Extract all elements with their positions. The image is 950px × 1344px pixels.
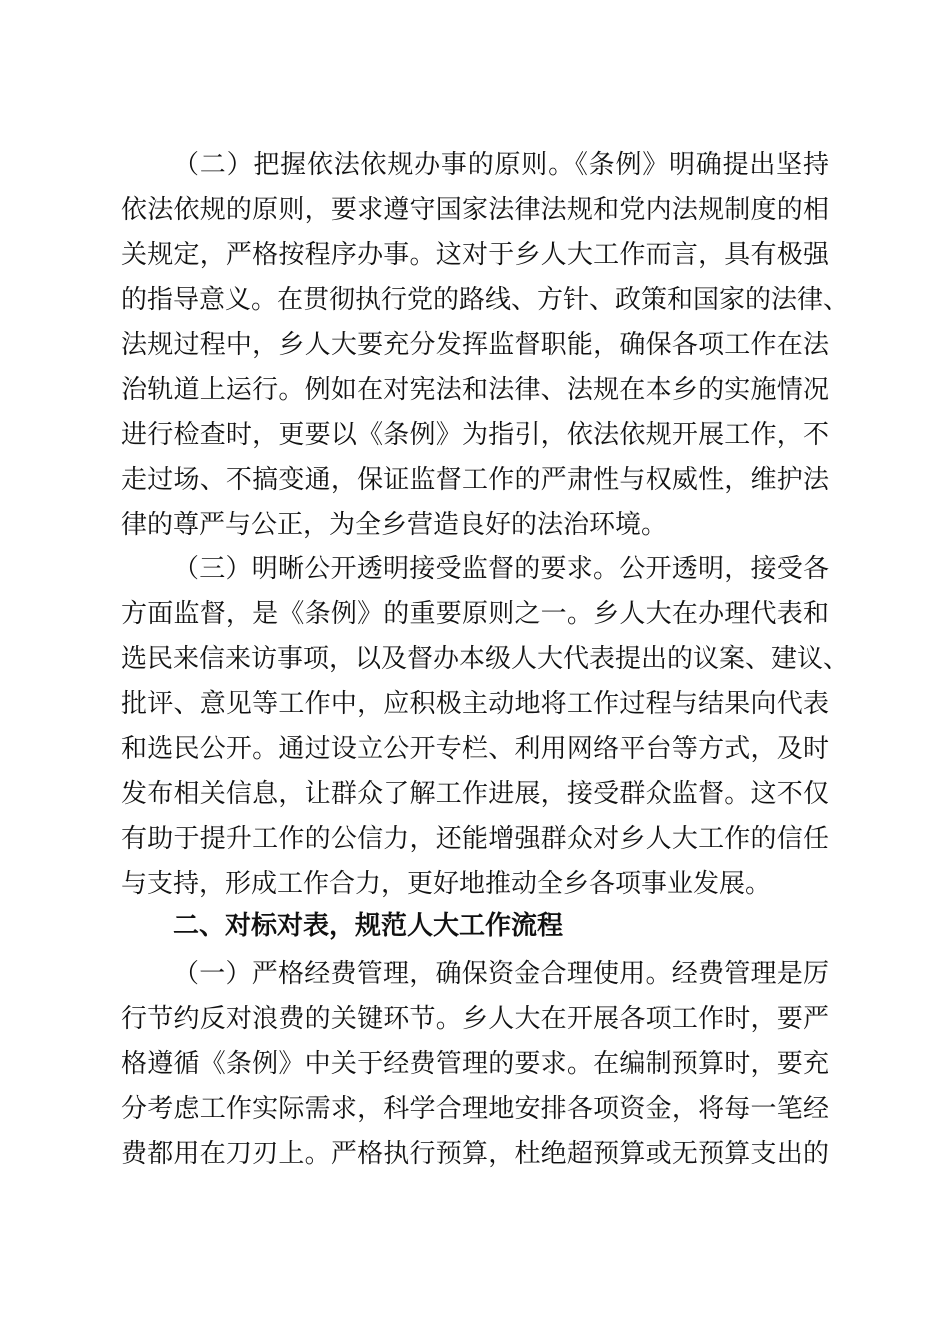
paragraph-2-line-2: 依法依规的原则，要求遵守国家法律法规和党内法规制度的相 — [121, 195, 829, 225]
paragraph-3-line-8: 与支持，形成工作合力，更好地推动全乡各项事业发展。 — [121, 869, 772, 899]
paragraph-2-lead: （二）把握依法依规办事的原则。 — [173, 150, 575, 180]
paragraph-2-line-5: 法规过程中，乡人大要充分发挥监督职能，确保各项工作在法 — [121, 330, 829, 360]
paragraph-3-line-1-text: 公开透明，接受各 — [619, 554, 829, 584]
paragraph-2-line-6: 治轨道上运行。例如在对宪法和法律、法规在本乡的实施情况 — [121, 375, 829, 405]
paragraph-3-line-2: 方面监督，是《条例》的重要原则之一。乡人大在办理代表和 — [121, 599, 829, 629]
paragraph-4-line-5: 费都用在刀刃上。严格执行预算，杜绝超预算或无预算支出的 — [121, 1139, 829, 1169]
paragraph-4-line-3: 格遵循《条例》中关于经费管理的要求。在编制预算时，要充 — [121, 1049, 829, 1079]
paragraph-2-line-3: 关规定，严格按程序办事。这对于乡人大工作而言，具有极强 — [121, 240, 829, 270]
paragraph-4-line-1-text: 经费管理是厉 — [671, 959, 829, 989]
paragraph-4-lead: （一）严格经费管理，确保资金合理使用。 — [173, 959, 672, 989]
paragraph-4-line-1 — [173, 951, 829, 997]
paragraph-4-line-2: 行节约反对浪费的关键环节。乡人大在开展各项工作时，要严 — [121, 1004, 829, 1034]
paragraph-2-line-1 — [173, 142, 829, 188]
paragraph-2-line-1-text: 《条例》明确提出坚持 — [574, 150, 829, 180]
paragraph-3-lead: （三）明晰公开透明接受监督的要求。 — [173, 554, 620, 584]
paragraph-2-line-4: 的指导意义。在贯彻执行党的路线、方针、政策和国家的法律、 — [121, 285, 850, 315]
paragraph-4-line-4: 分考虑工作实际需求，科学合理地安排各项资金，将每一笔经 — [121, 1094, 829, 1124]
section-heading: 二、对标对表，规范人大工作流程 — [173, 911, 564, 941]
paragraph-3-line-5: 和选民公开。通过设立公开专栏、利用网络平台等方式，及时 — [121, 734, 829, 764]
paragraph-2-line-9: 律的尊严与公正，为全乡营造良好的法治环境。 — [121, 510, 668, 540]
paragraph-2-line-8: 走过场、不搞变通，保证监督工作的严肃性与权威性，维护法 — [121, 465, 829, 495]
paragraph-3-line-4: 批评、意见等工作中，应积极主动地将工作过程与结果向代表 — [121, 689, 829, 719]
paragraph-2-line-7: 进行检查时，更要以《条例》为指引，依法依规开展工作，不 — [121, 420, 829, 450]
paragraph-3-line-6: 发布相关信息，让群众了解工作进展，接受群众监督。这不仅 — [121, 779, 829, 809]
paragraph-3-line-3: 选民来信来访事项，以及督办本级人大代表提出的议案、建议、 — [121, 644, 850, 674]
paragraph-3-line-1 — [173, 546, 829, 592]
paragraph-3-line-7: 有助于提升工作的公信力，还能增强群众对乡人大工作的信任 — [121, 824, 829, 854]
